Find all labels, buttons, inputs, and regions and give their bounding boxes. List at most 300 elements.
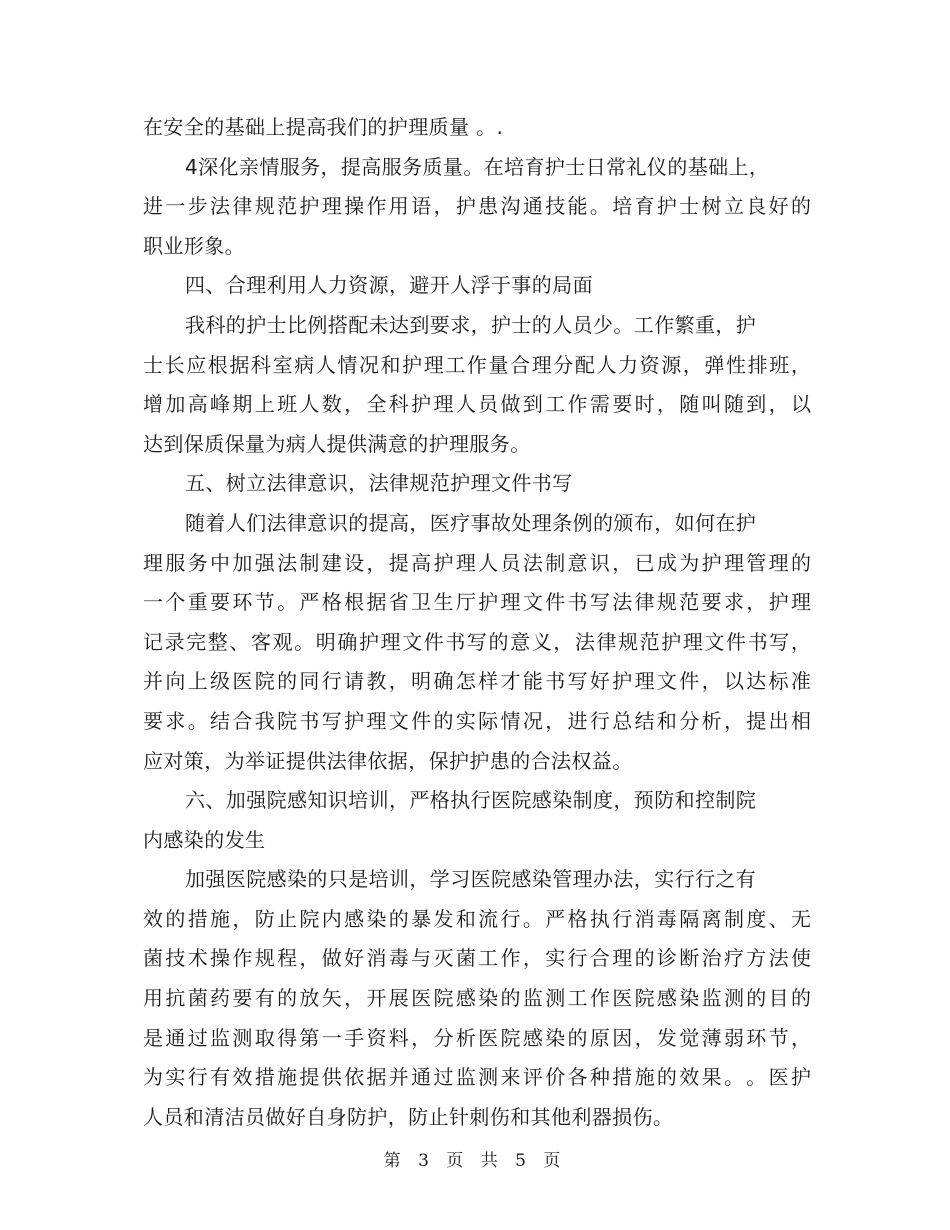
- text-glyph: 一: [165, 194, 186, 219]
- text-glyph: 立: [723, 194, 744, 219]
- text-line: [143, 385, 811, 425]
- text-glyph: 放: [299, 986, 320, 1011]
- text-glyph: 件: [545, 590, 566, 615]
- text-glyph: 菌: [187, 986, 208, 1011]
- text-glyph: 通: [522, 194, 543, 219]
- text-glyph: 医: [232, 669, 253, 694]
- text-line: [143, 623, 811, 663]
- text-glyph: 和: [656, 708, 677, 733]
- text-glyph: 确: [337, 629, 358, 654]
- text-glyph: 作: [567, 392, 588, 417]
- text-glyph: 求: [723, 590, 744, 615]
- text-glyph: 。: [522, 906, 543, 931]
- text-glyph: 取: [254, 1025, 275, 1050]
- text-glyph: 人: [478, 550, 499, 575]
- text-glyph: 个: [165, 590, 186, 615]
- text-glyph: ，: [790, 629, 811, 654]
- text-glyph: 护: [455, 194, 476, 219]
- text-glyph: 措: [254, 1065, 275, 1090]
- text-glyph: 护: [433, 550, 454, 575]
- text-glyph: ，: [545, 708, 566, 733]
- text-glyph: 理: [634, 669, 655, 694]
- text-line: [143, 900, 811, 940]
- text-line: 职业形象。: [143, 233, 245, 258]
- text-glyph: ，: [299, 946, 320, 971]
- text-glyph: 记: [143, 629, 163, 654]
- text-glyph: 度: [746, 906, 767, 931]
- text-glyph: 资: [366, 1025, 387, 1050]
- text-glyph: 规: [254, 946, 275, 971]
- text-glyph: 培: [612, 194, 633, 219]
- text-glyph: 为: [679, 550, 700, 575]
- text-glyph: 防: [254, 906, 275, 931]
- text-glyph: ，: [723, 708, 744, 733]
- text-glyph: 和: [455, 906, 476, 931]
- text-glyph: 通: [411, 1065, 432, 1090]
- text-glyph: 过: [187, 1025, 208, 1050]
- text-glyph: ，: [746, 590, 767, 615]
- text-glyph: 理: [143, 550, 163, 575]
- text-glyph: 做: [321, 946, 342, 971]
- text-glyph: 院: [433, 986, 454, 1011]
- text-glyph: 规: [656, 590, 677, 615]
- text-glyph: 实: [165, 1065, 186, 1090]
- text-glyph: ，: [553, 629, 574, 654]
- text-glyph: 写: [321, 708, 342, 733]
- text-glyph: 的: [277, 669, 298, 694]
- text-glyph: 随: [723, 392, 744, 417]
- text-glyph: 需: [589, 392, 610, 417]
- text-glyph: 薄: [701, 1025, 722, 1050]
- document-body: [143, 108, 811, 1137]
- text-glyph: 作: [466, 352, 487, 377]
- text-glyph: 能: [522, 669, 543, 694]
- text-glyph: 已: [634, 550, 655, 575]
- text-glyph: 科: [388, 392, 409, 417]
- text-glyph: 明: [411, 669, 432, 694]
- text-glyph: 根: [344, 590, 365, 615]
- text-glyph: 加: [165, 392, 186, 417]
- text-glyph: 律: [634, 590, 655, 615]
- text-glyph: 护: [768, 590, 789, 615]
- text-glyph: 护: [402, 352, 423, 377]
- text-glyph: 法: [768, 946, 789, 971]
- text-glyph: 的: [790, 986, 811, 1011]
- text-glyph: 医: [411, 986, 432, 1011]
- text-glyph: 合: [510, 352, 531, 377]
- text-line: 在安全的基础上提高我们的护理质量 。.: [143, 115, 504, 139]
- text-glyph: 院: [634, 986, 655, 1011]
- text-glyph: 规: [254, 194, 275, 219]
- text-glyph: 长: [164, 352, 185, 377]
- text-glyph: 合: [232, 708, 253, 733]
- text-glyph: 样: [478, 669, 499, 694]
- text-glyph: 理: [423, 352, 444, 377]
- text-glyph: 、: [768, 906, 789, 931]
- text-glyph: 生: [433, 590, 454, 615]
- text-glyph: 要: [210, 590, 231, 615]
- text-glyph: 的: [790, 550, 811, 575]
- text-glyph: 务: [187, 550, 208, 575]
- text-glyph: 期: [232, 392, 253, 417]
- text-glyph: 的: [277, 986, 298, 1011]
- text-glyph: 的: [500, 986, 521, 1011]
- text-glyph: 暴: [411, 906, 432, 931]
- text-line: [143, 939, 811, 979]
- text-glyph: 菌: [455, 946, 476, 971]
- text-glyph: 行: [187, 1065, 208, 1090]
- text-glyph: 峰: [210, 392, 231, 417]
- text-glyph: 配: [574, 352, 595, 377]
- text-glyph: 隔: [679, 906, 700, 931]
- text-glyph: 卫: [411, 590, 432, 615]
- text-glyph: 作: [500, 946, 521, 971]
- text-glyph: 要: [232, 986, 253, 1011]
- text-glyph: 操: [344, 194, 365, 219]
- text-glyph: 原: [589, 1025, 610, 1050]
- text-glyph: 离: [701, 906, 722, 931]
- text-line: 五、树立法律意识，法律规范护理文件书写: [185, 471, 573, 496]
- text-glyph: 效: [232, 1065, 253, 1090]
- text-line: 4深化亲情服务，提高服务质量。在培育护士日常礼仪的基础上，: [185, 154, 770, 179]
- text-glyph: 法: [522, 550, 543, 575]
- text-glyph: 。: [294, 629, 315, 654]
- text-glyph: 发: [656, 1025, 677, 1050]
- text-glyph: 书: [747, 629, 768, 654]
- text-glyph: 护: [656, 194, 677, 219]
- text-glyph: 际: [478, 708, 499, 733]
- text-glyph: 断: [679, 946, 700, 971]
- text-glyph: 高: [187, 392, 208, 417]
- text-glyph: 理: [366, 708, 387, 733]
- text-glyph: 理: [682, 629, 703, 654]
- text-glyph: 弱: [723, 1025, 744, 1050]
- text-glyph: 意: [567, 550, 588, 575]
- text-glyph: 节: [254, 590, 275, 615]
- text-glyph: 应: [186, 352, 207, 377]
- text-glyph: 据: [366, 1065, 387, 1090]
- text-glyph: 意: [510, 629, 531, 654]
- text-glyph: 提: [746, 708, 767, 733]
- text-glyph: 护: [701, 550, 722, 575]
- text-glyph: 省: [388, 590, 409, 615]
- text-glyph: 。: [187, 708, 208, 733]
- text-glyph: 达: [746, 669, 767, 694]
- text-glyph: 目: [768, 986, 789, 1011]
- text-line: [143, 979, 811, 1019]
- text-glyph: 资: [639, 352, 660, 377]
- text-glyph: 强: [254, 550, 275, 575]
- text-glyph: 义: [531, 629, 552, 654]
- text-glyph: 开: [366, 986, 387, 1011]
- text-glyph: 监: [522, 986, 543, 1011]
- text-glyph: 有: [210, 1065, 231, 1090]
- text-glyph: 行: [321, 669, 342, 694]
- text-glyph: 要: [612, 392, 633, 417]
- text-glyph: 料: [388, 1025, 409, 1050]
- text-line: 随着人们法律意识的提高，医疗事故处理条例的颁布，如何在护: [185, 510, 757, 535]
- text-glyph: 实: [545, 946, 566, 971]
- text-glyph: 人: [299, 392, 320, 417]
- text-glyph: 工: [567, 986, 588, 1011]
- text-glyph: 各: [567, 1065, 588, 1090]
- text-glyph: 染: [366, 906, 387, 931]
- text-glyph: 相: [790, 708, 811, 733]
- text-line: [143, 702, 811, 742]
- text-glyph: 严: [545, 906, 566, 931]
- text-glyph: 我: [254, 708, 275, 733]
- text-line: 六、加强院感知识培训，严格执行医院感染制度，预防和控制院: [185, 788, 757, 813]
- text-glyph: 得: [277, 1025, 298, 1050]
- text-glyph: 级: [210, 669, 231, 694]
- text-glyph: 客: [250, 629, 271, 654]
- text-glyph: 析: [701, 708, 722, 733]
- text-glyph: 良: [746, 194, 767, 219]
- text-glyph: 的: [433, 708, 454, 733]
- text-glyph: 据: [366, 590, 387, 615]
- text-glyph: 件: [679, 669, 700, 694]
- text-glyph: 人: [315, 352, 336, 377]
- text-glyph: 明: [315, 629, 336, 654]
- text-glyph: 菌: [143, 946, 163, 971]
- text-glyph: 文: [402, 629, 423, 654]
- text-glyph: 无: [790, 906, 811, 931]
- text-glyph: 。: [277, 590, 298, 615]
- text-glyph: 增: [143, 392, 163, 417]
- text-glyph: 工: [545, 392, 566, 417]
- text-glyph: 实: [455, 708, 476, 733]
- text-glyph: 情: [337, 352, 358, 377]
- text-glyph: 上: [187, 669, 208, 694]
- text-glyph: 。: [589, 194, 610, 219]
- text-glyph: 医: [768, 1065, 789, 1090]
- text-glyph: 医: [612, 986, 633, 1011]
- text-glyph: 据: [229, 352, 250, 377]
- text-glyph: 治: [701, 946, 722, 971]
- text-glyph: 行: [612, 906, 633, 931]
- text-glyph: 的: [746, 986, 767, 1011]
- text-glyph: 院: [500, 1025, 521, 1050]
- text-glyph: 措: [187, 906, 208, 931]
- text-glyph: 沟: [500, 194, 521, 219]
- text-glyph: 疗: [723, 946, 744, 971]
- text-glyph: 发: [433, 906, 454, 931]
- text-glyph: 写: [769, 629, 790, 654]
- text-glyph: 分: [433, 1025, 454, 1050]
- text-glyph: ，: [366, 550, 387, 575]
- text-glyph: 量: [488, 352, 509, 377]
- text-glyph: 通: [165, 1025, 186, 1050]
- text-glyph: 染: [545, 1025, 566, 1050]
- text-glyph: ，: [768, 392, 789, 417]
- text-glyph: 识: [589, 550, 610, 575]
- text-glyph: 设: [344, 550, 365, 575]
- text-glyph: ，: [656, 392, 677, 417]
- text-glyph: 析: [455, 1025, 476, 1050]
- text-glyph: 病: [294, 352, 315, 377]
- text-glyph: 写: [466, 629, 487, 654]
- text-glyph: 根: [207, 352, 228, 377]
- text-glyph: 管: [746, 550, 767, 575]
- text-glyph: ，: [790, 1025, 811, 1050]
- text-glyph: 施: [277, 1065, 298, 1090]
- text-glyph: 范: [679, 590, 700, 615]
- text-glyph: 理: [723, 550, 744, 575]
- text-glyph: 方: [746, 946, 767, 971]
- text-glyph: 书: [545, 669, 566, 694]
- text-glyph: 理: [321, 194, 342, 219]
- text-glyph: 书: [299, 708, 320, 733]
- text-glyph: 请: [344, 669, 365, 694]
- text-glyph: 格: [567, 906, 588, 931]
- text-glyph: 技: [165, 946, 186, 971]
- text-glyph: 整: [207, 629, 228, 654]
- text-glyph: ，: [682, 352, 703, 377]
- text-glyph: 矢: [321, 986, 342, 1011]
- text-glyph: 以: [790, 392, 811, 417]
- text-line: [143, 346, 811, 386]
- text-glyph: 供: [321, 1065, 342, 1090]
- text-glyph: 格: [321, 590, 342, 615]
- text-glyph: 能: [567, 194, 588, 219]
- text-line: [143, 1058, 811, 1098]
- text-glyph: 树: [701, 194, 722, 219]
- text-glyph: 提: [388, 550, 409, 575]
- text-glyph: 才: [500, 669, 521, 694]
- text-glyph: 叫: [701, 392, 722, 417]
- text-glyph: 况: [522, 708, 543, 733]
- text-glyph: 监: [210, 1025, 231, 1050]
- text-glyph: 到: [746, 392, 767, 417]
- text-glyph: 律: [232, 194, 253, 219]
- text-glyph: 环: [746, 1025, 767, 1050]
- text-glyph: 护: [661, 629, 682, 654]
- text-line: 应对策，为举证提供法律依据，保护护患的合法权益。: [143, 748, 633, 773]
- text-glyph: 做: [500, 392, 521, 417]
- text-glyph: 使: [790, 946, 811, 971]
- text-glyph: 法: [574, 629, 595, 654]
- text-glyph: 理: [531, 352, 552, 377]
- text-glyph: 法: [277, 550, 298, 575]
- text-glyph: 的: [567, 1025, 588, 1050]
- text-glyph: 制: [299, 550, 320, 575]
- text-glyph: 并: [388, 1065, 409, 1090]
- text-glyph: 染: [679, 986, 700, 1011]
- text-glyph: 书: [445, 629, 466, 654]
- text-glyph: 程: [277, 946, 298, 971]
- text-glyph: 的: [790, 194, 811, 219]
- text-glyph: 行: [500, 906, 521, 931]
- text-glyph: 步: [187, 194, 208, 219]
- text-glyph: 建: [321, 550, 342, 575]
- text-glyph: 弹: [704, 352, 725, 377]
- text-glyph: ，: [388, 669, 409, 694]
- text-glyph: 班: [277, 392, 298, 417]
- text-glyph: 感: [522, 1025, 543, 1050]
- text-glyph: 人: [596, 352, 617, 377]
- text-glyph: 好: [344, 946, 365, 971]
- text-glyph: 出: [768, 708, 789, 733]
- text-glyph: 效: [679, 1065, 700, 1090]
- text-glyph: 育: [634, 194, 655, 219]
- text-glyph: 作: [232, 946, 253, 971]
- text-glyph: 范: [277, 194, 298, 219]
- text-glyph: 士: [143, 352, 163, 377]
- text-glyph: 怎: [455, 669, 476, 694]
- text-glyph: 加: [232, 550, 253, 575]
- text-glyph: 消: [366, 946, 387, 971]
- text-glyph: 环: [232, 590, 253, 615]
- text-glyph: 要: [701, 590, 722, 615]
- text-glyph: 录: [164, 629, 185, 654]
- text-glyph: 向: [165, 669, 186, 694]
- text-glyph: 行: [567, 946, 588, 971]
- text-glyph: 灭: [433, 946, 454, 971]
- text-glyph: ，: [433, 194, 454, 219]
- text-glyph: 理: [500, 590, 521, 615]
- text-line: [143, 1019, 811, 1059]
- text-glyph: 患: [478, 194, 499, 219]
- text-glyph: 服: [165, 550, 186, 575]
- text-glyph: 是: [143, 1025, 163, 1050]
- text-glyph: 院: [299, 906, 320, 931]
- text-glyph: 工: [478, 946, 499, 971]
- text-glyph: 理: [768, 550, 789, 575]
- text-glyph: ，: [411, 1025, 432, 1050]
- text-glyph: 止: [277, 906, 298, 931]
- text-glyph: 士: [679, 194, 700, 219]
- text-glyph: 术: [187, 946, 208, 971]
- text-glyph: 好: [589, 669, 610, 694]
- text-glyph: 护: [358, 629, 379, 654]
- text-glyph: ，: [232, 906, 253, 931]
- text-line: 人员和清洁员做好自身防护，防止针刺伤和其他利器损伤。: [143, 1104, 674, 1129]
- text-glyph: 监: [701, 986, 722, 1011]
- text-glyph: 第: [299, 1025, 320, 1050]
- text-glyph: 文: [656, 669, 677, 694]
- text-glyph: 制: [723, 906, 744, 931]
- text-glyph: 抗: [165, 986, 186, 1011]
- text-glyph: 源: [661, 352, 682, 377]
- text-glyph: 件: [423, 629, 444, 654]
- text-glyph: 数: [321, 392, 342, 417]
- text-glyph: 技: [545, 194, 566, 219]
- text-glyph: 种: [589, 1065, 610, 1090]
- text-glyph: 施: [210, 906, 231, 931]
- text-glyph: 医: [478, 1025, 499, 1050]
- text-glyph: 科: [250, 352, 271, 377]
- text-line: 内感染的发生: [143, 827, 266, 852]
- page-footer: 第 3 页 共 5 页: [383, 1151, 567, 1171]
- text-glyph: 院: [277, 708, 298, 733]
- text-glyph: 进: [143, 194, 163, 219]
- text-glyph: 确: [433, 669, 454, 694]
- text-glyph: 操: [210, 946, 231, 971]
- text-glyph: 护: [411, 392, 432, 417]
- text-glyph: 提: [299, 1065, 320, 1090]
- text-glyph: 行: [589, 708, 610, 733]
- text-glyph: 时: [634, 392, 655, 417]
- text-glyph: 来: [500, 1065, 521, 1090]
- text-glyph: 测: [478, 1065, 499, 1090]
- text-glyph: 完: [186, 629, 207, 654]
- text-glyph: 文: [388, 708, 409, 733]
- text-glyph: 写: [589, 590, 610, 615]
- text-glyph: 测: [545, 986, 566, 1011]
- text-glyph: 情: [500, 708, 521, 733]
- text-line: 加强医院感染的只是培训，学习医院感染管理办法，实行行之有: [185, 867, 757, 892]
- text-glyph: 措: [612, 1065, 633, 1090]
